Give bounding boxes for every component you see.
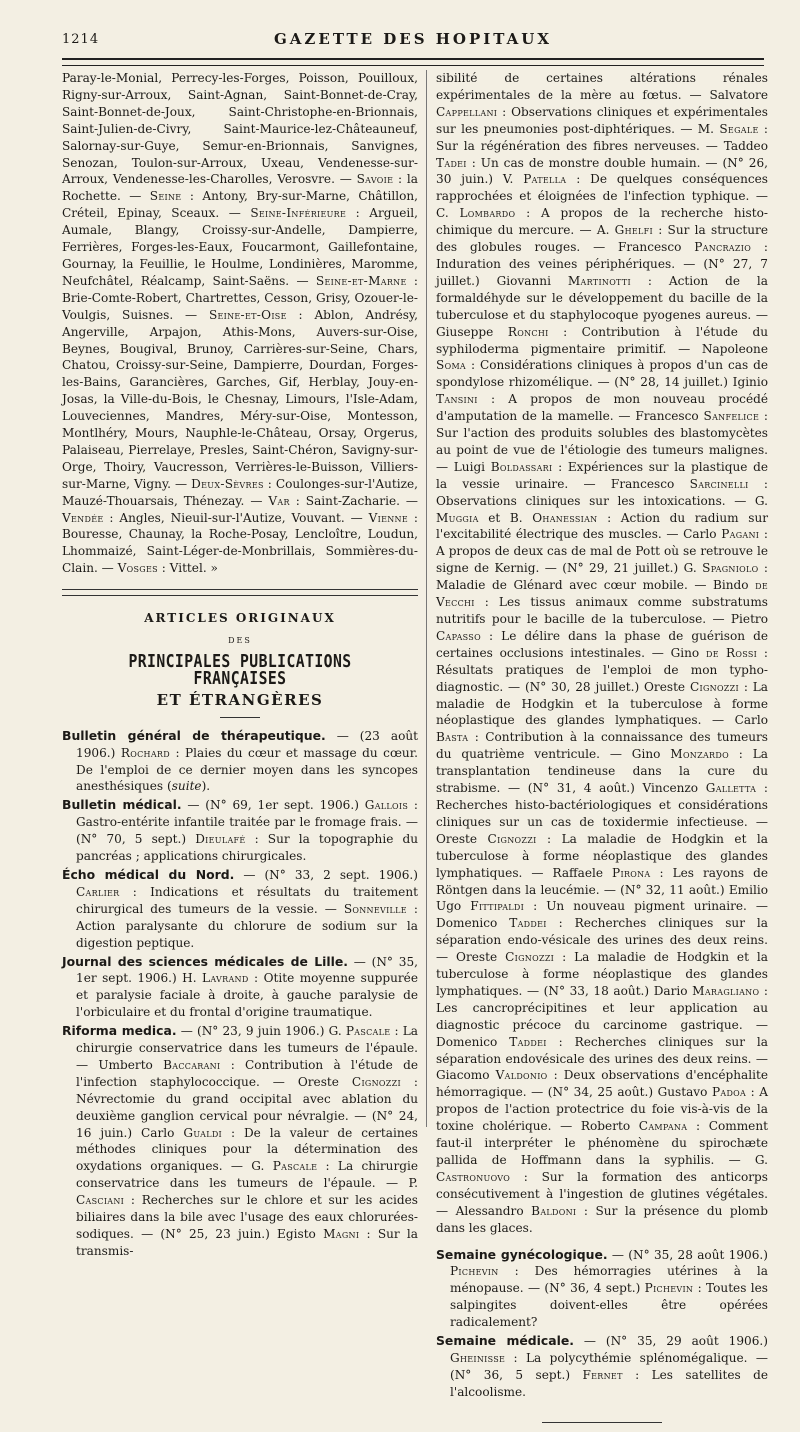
- author-name: Maragliano: [692, 983, 760, 998]
- author-name: Fittipaldi: [470, 899, 525, 914]
- text-run: : La maladie de Hodgkin et la tuberculose à forme néoplastique des glandes lymphatiques. — Raffaele: [436, 831, 768, 880]
- page-header: [62, 32, 764, 54]
- text-run: : Sur la structure des globules rouges. — Francesco: [436, 223, 768, 255]
- end-ornament: [436, 1415, 768, 1432]
- author-name: Lombardo: [459, 206, 516, 221]
- author-name: de Rossi: [706, 645, 758, 660]
- author-name: Castronuovo: [436, 1169, 511, 1184]
- text-run: : Les cancroprécipitines et leur application au diagnostic précoce du carcinome gastrique. — Domenico: [436, 983, 768, 1049]
- text-run: : Observations cliniques et expérimentales sur les pneumonies post-diphtériques. — M.: [436, 104, 768, 136]
- riforma-continuation: [436, 70, 768, 1237]
- text-run: : Contribution à l'étude de l'infection staphylococcique. — Oreste: [76, 1057, 418, 1089]
- author-name: Vienne: [368, 510, 408, 525]
- section-separator: [62, 589, 418, 596]
- author-name: Cignozzi: [689, 679, 739, 694]
- section-heading-line3: PRINCIPALES PUBLICATIONS FRANÇAISES: [128, 651, 352, 689]
- text-run: Paray-le-Monial, Perrecy-les-Forges, Poisson, Pouilloux, Rigny-sur-Arroux, Saint-Agnan, Saint-Bonnet-de-Cray, Saint-Bonnet-de-Joux, Saint-Christophe-en-Brionnais, Saint-Julien-de-Civry, Saint-Maurice-lez-Châteauneuf, Salornay-sur-Guye, Semur-en-Brionnais, Sanvignes, Senozan, Toulon-sur-Arroux, Uxeau, Vendenesse-sur-Arroux, Vendenesse-les-Charolles, Verosvre. —: [62, 71, 418, 187]
- author-name: Segale: [719, 121, 759, 136]
- author-name: Cignozzi: [351, 1074, 401, 1089]
- section-heading: [62, 610, 418, 709]
- text-run: : Résultats pratiques de l'emploi de mon typho-diagnostic. — (N° 30, 28 juillet.) Oreste: [436, 645, 768, 694]
- text-run: : Sur la topographie du pancréas ; applications chirurgicales.: [76, 832, 418, 864]
- bibliography-entry: [436, 1333, 768, 1401]
- text-run: : Comment faut-il interpréter le phénomène du spirochæte pallida de Hoffmann dans la syphilis. — G.: [436, 1119, 768, 1167]
- text-run: : La maladie de Hodgkin et la tuberculose à forme néoplastique des glandes lymphatiques. — Carlo: [436, 679, 768, 728]
- author-name: Boldassari: [490, 459, 553, 474]
- text-run: : Antony, Bry-sur-Marne, Châtillon, Créteil, Epinay, Sceaux. —: [62, 189, 419, 221]
- text-run: : Recherches cliniques sur la séparation endo-vésicale des urines des deux reins. — Oreste: [436, 916, 768, 965]
- text-run: : Argueil, Aumale, Blangy, Croissy-sur-Andelle, Dampierre, Ferrières, Forges-les-Eaux, Foucarmont, Gaillefontaine, Gournay, la Feuillie, le Houlme, Londinières, Maromme, Neufchâtel, Réalcamp, Saint-Saëns. —: [62, 206, 418, 288]
- text-run: — (23 août 1906.): [76, 728, 418, 760]
- author-name: Dieulafé: [195, 832, 246, 847]
- author-name: Ronchi: [507, 324, 549, 339]
- text-run: — (N° 69, 1er sept. 1906.): [181, 798, 365, 813]
- author-name: Savoie: [356, 172, 394, 187]
- text-run: : A propos de deux cas de mal de Pott où se retrouve le signe de Kernig. — (N° 29, 21 juillet.) G.: [436, 527, 768, 576]
- bibliography-entry: [62, 867, 418, 952]
- text-run: : La transplantation tendineuse dans la cure du strabisme. — (N° 31, 4 août.) Vincenzo: [436, 747, 768, 796]
- text-run: : De la valeur de certaines méthodes cliniques pour la détermination des oxydations organiques. — G.: [76, 1125, 418, 1174]
- text-run: : Recherches histo-bactériologiques et considérations cliniques sur un cas de toxidermie infectieuse. — Oreste: [436, 781, 768, 846]
- author-name: Pascale: [272, 1159, 318, 1174]
- text-run: : A propos de l'action protectrice du foie vis-à-vis de la toxine cholérique. — Roberto: [436, 1085, 769, 1134]
- journal-name: Riforma medica.: [62, 1023, 177, 1039]
- journal-name: Bulletin général de thérapeutique.: [62, 727, 326, 743]
- text-run: : Un cas de monstre double humain. — (N° 26, 30 juin.) V.: [436, 155, 768, 187]
- journal-name: Journal des sciences médicales de Lille.: [62, 953, 348, 969]
- text-run: : A propos de mon nouveau procédé d'amputation de la mamelle. — Francesco: [436, 392, 768, 424]
- text-run: : Gastro-entérite infantile traitée par le fromage frais. — (N° 70, 5 sept.): [76, 798, 419, 847]
- author-name: Baccarani: [163, 1057, 221, 1072]
- text-run: et B.: [478, 510, 533, 525]
- author-name: Seine-Inférieure: [250, 206, 347, 221]
- text-run: : Indications et résultats du traitement chirurgical des tumeurs de la vessie. —: [76, 884, 418, 916]
- text-run: : Induration des veines périphériques. — (N° 27, 7 juillet.) Giovanni: [436, 240, 768, 288]
- author-name: Seine-et-Marne: [315, 273, 407, 288]
- text-run: : Recherches sur le chlore et sur les acides biliaires dans la bile avec l'usage des eaux chlorurées-sodiques. — (N° 25, 23 juin.) Egisto: [76, 1193, 418, 1241]
- text-run: : Action paralysante du chlorure de sodium sur la digestion peptique.: [76, 901, 418, 950]
- text-run: : La chirurgie conservatrice dans les tumeurs de l'épaule. — P.: [76, 1159, 419, 1191]
- header-rule: [62, 58, 764, 66]
- text-run: sibilité de certaines altérations rénales expérimentales de la mère au fœtus. — Salvatore: [436, 71, 768, 102]
- text-run: : Considérations cliniques à propos d'un cas de spondylose rhizomélique. — (N° 28, 14 juillet.) Iginio: [436, 358, 768, 390]
- author-name: Ghelfi: [614, 223, 653, 238]
- text-run: : Action de la formaldéhyde sur le développement du bacille de la tuberculose et du staphylocoque pyogenes aureus. — Giuseppe: [436, 273, 768, 339]
- text-run: : Névrectomie du grand occipital avec ablation du deuxième ganglion cervical pour névralgie. — (N° 24, 16 juin.) Carlo: [76, 1074, 419, 1140]
- author-name: Basta: [436, 730, 469, 745]
- text-run: : la Rochette. —: [62, 172, 418, 204]
- author-name: Cignozzi: [505, 950, 555, 965]
- left-column: [62, 70, 419, 1258]
- journal-title: GAZETTE DES HOPITAUX: [273, 30, 552, 48]
- author-name: Seine: [149, 189, 182, 204]
- author-name: Patella: [523, 172, 567, 187]
- text-run: — (N° 35, 28 août 1906.): [607, 1247, 768, 1262]
- text-run: : Bouresse, Chaunay, la Roche-Posay, Lencloître, Loudun, Lhommaizé, Saint-Léger-de-Monbrillais, Sommières-du-Clain. —: [62, 510, 418, 576]
- text-run: : Maladie de Glénard avec cœur mobile. — Bindo: [436, 561, 769, 593]
- author-name: Pirona: [612, 865, 651, 880]
- text-run: — (N° 35, 29 août 1906.): [573, 1334, 768, 1349]
- text-run: : Un nouveau pigment urinaire. — Domenico: [436, 899, 768, 931]
- text-run: : La maladie de Hodgkin et la tuberculose à forme néoplastique des glandes lymphatiques. — (N° 33, 18 août.) Dario: [436, 950, 768, 998]
- journal-name: Écho médical du Nord.: [62, 866, 235, 882]
- author-name: Martinotti: [567, 273, 631, 288]
- author-name: Taddei: [509, 1034, 547, 1049]
- author-name: Casciani: [76, 1193, 125, 1208]
- text-run: : Contribution à l'étude du syphiloderma pigmentaire primitif. — Napoleone: [436, 324, 768, 356]
- text-run: : Des hémorragies utérines à la ménopause. — (N° 36, 4 sept.): [450, 1264, 768, 1296]
- author-name: Taddei: [509, 916, 547, 931]
- author-name: Valdonio: [495, 1068, 548, 1083]
- section-heading-line2: DES: [228, 636, 252, 646]
- author-name: Monzardo: [670, 747, 729, 762]
- text-run: : Coulonges-sur-l'Autize, Mauzé-Thouarsais, Thénezay. —: [62, 476, 418, 508]
- author-name: Magni: [323, 1227, 360, 1241]
- author-name: Muggia: [436, 510, 479, 525]
- author-name: Carlier: [76, 884, 120, 899]
- text-run: : Contribution à la connaissance des tumeurs du quatrième ventricule. — Gino: [436, 730, 768, 762]
- bibliography-entry: [62, 954, 418, 1022]
- author-name: Pagani: [721, 527, 760, 542]
- bibliography-entry: [62, 728, 418, 796]
- bibliography-entry: [62, 1023, 418, 1260]
- author-name: Sanfelice: [703, 409, 760, 424]
- place-list-continuation: [62, 70, 418, 577]
- short-rule: [220, 717, 260, 718]
- bibliography-entry: [436, 1247, 768, 1332]
- left-entries: [62, 728, 418, 1260]
- text-run: : Sur la transmis-: [76, 1227, 418, 1258]
- text-run: : Sur la régénération des fibres nerveuses. — Taddeo: [436, 121, 769, 153]
- column-divider: [426, 70, 427, 1127]
- journal-name: Semaine médicale.: [436, 1333, 574, 1349]
- author-name: Pichevin: [644, 1281, 694, 1296]
- journal-name: Bulletin médical.: [62, 797, 182, 813]
- author-name: Capasso: [436, 628, 481, 643]
- text-run: — (N° 35, 1er sept. 1906.) H.: [76, 954, 418, 986]
- text-run: : Sur la formation des anticorps consécutivement à l'ingestion de glutines végétales. — Alessandro: [436, 1169, 768, 1218]
- text-run: : Sur l'action des produits solubles des blastomycètes au point de vue de l'étiologie des tumeurs malignes. — Luigi: [436, 409, 768, 474]
- text-run: : Observations cliniques sur les intoxications. — G.: [436, 476, 768, 508]
- author-name: Campana: [638, 1119, 688, 1134]
- author-name: Sarcinelli: [689, 476, 749, 491]
- author-name: Pichevin: [450, 1264, 499, 1279]
- text-run: : Le délire dans la phase de guérison de certaines occlusions intestinales. — Gino: [436, 628, 768, 660]
- bibliography-entry: [62, 797, 418, 865]
- text-run: : Toutes les salpingites doivent-elles être opérées radicalement?: [450, 1281, 768, 1330]
- text-run: : Brie-Comte-Robert, Chartrettes, Cesson, Grisy, Ozouer-le-Voulgis, Suisnes. —: [62, 273, 418, 322]
- author-name: Baldoni: [531, 1203, 577, 1218]
- text-run: : Les tissus animaux comme substratums nutritifs pour le bacille de la tuberculose. — Pietro: [436, 595, 768, 626]
- text-run: — (N° 23, 9 juin 1906.) G.: [176, 1024, 346, 1039]
- author-name: Soma: [436, 358, 467, 373]
- author-name: Var: [268, 493, 290, 508]
- author-name: Vendée: [62, 510, 104, 525]
- author-name: Tadei: [436, 155, 467, 170]
- author-name: Seine-et-Oise: [208, 307, 287, 322]
- text-run: : Plaies du cœur et massage du cœur. De l'emploi de ce dernier moyen dans les syncopes anesthésiques (: [76, 745, 418, 794]
- text-run: : Vittel. »: [157, 561, 218, 576]
- right-entries: [436, 1247, 768, 1401]
- author-name: Ohanessian: [532, 510, 598, 525]
- text-run: : De quelques conséquences rapprochées et éloignées de l'infection typhique. — C.: [436, 172, 768, 221]
- author-name: Vosges: [117, 561, 158, 576]
- author-name: Cappellani: [436, 104, 498, 119]
- text-run: : La chirurgie conservatrice dans les tumeurs de l'épaule. — Umberto: [76, 1024, 419, 1072]
- author-name: Gualdi: [183, 1125, 222, 1140]
- right-column: [436, 70, 769, 1399]
- author-name: Galletta: [705, 781, 757, 796]
- text-run: : A propos de la recherche histo-chimique du mercure. — A.: [436, 206, 768, 238]
- author-name: Pancrazio: [694, 240, 752, 255]
- text-run: : La polycythémie splénomégalique. — (N° 36, 5 sept.): [450, 1350, 768, 1382]
- author-name: Tansini: [436, 392, 478, 407]
- author-name: Deux-Sèvres: [191, 476, 264, 491]
- page-number: 1214: [62, 32, 100, 47]
- author-name: de Vecchi: [436, 578, 768, 610]
- author-name: Spagniolo: [702, 561, 759, 576]
- text-run: : Otite moyenne suppurée et paralysie faciale à droite, à gauche paralysie de l'orbiculaire et du frontal d'origine traumatique.: [76, 971, 418, 1020]
- text-run: : Les rayons de Röntgen dans la leucémie. — (N° 32, 11 août.) Emilio Ugo: [436, 865, 768, 914]
- text-run: : Saint-Zacharie. —: [289, 493, 418, 508]
- author-name: Pascale: [345, 1024, 391, 1039]
- author-name: Padoa: [711, 1085, 747, 1100]
- section-heading-line4: ET ÉTRANGÈRES: [156, 690, 324, 709]
- text-run: : Action du radium sur l'excitabilité électrique des muscles. — Carlo: [436, 510, 769, 542]
- author-name: Rochard: [120, 745, 170, 760]
- text-run: — (N° 33, 2 sept. 1906.): [234, 867, 418, 882]
- text-run: : Angles, Nieuil-sur-l'Autize, Vouvant. —: [103, 510, 369, 525]
- text-run: : Les satellites de l'alcoolisme.: [450, 1367, 768, 1399]
- author-name: Cignozzi: [487, 831, 537, 846]
- text-run: : Recherches cliniques sur la séparation endovésicale des urines des deux reins. — Giacomo: [436, 1034, 768, 1083]
- author-name: Gheinisse: [450, 1350, 506, 1365]
- text-run: ).: [201, 779, 211, 794]
- author-name: Sonneville: [343, 901, 407, 916]
- author-name: Fernet: [582, 1367, 623, 1382]
- text-run: : Ablon, Andrésy, Angerville, Arpajon, Athis-Mons, Auvers-sur-Oise, Beynes, Bougival, Brunoy, Carrières-sur-Seine, Chars, Chatou, Croissy-sur-Seine, Dampierre, Dourdan, Forges-les-Bains, Garancières, Garches, Gif, Herblay, Jouy-en-Josas, la Ville-du-Bois, le Chesnay, Limours, l'Isle-Adam, Louveciennes, Mandres, Méry-sur-Oise, Montesson, Montlhéry, Mours, Nauphle-le-Château, Orsay, Orgerus, Palaiseau, Pierrelaye, Presles, Saint-Chéron, Savigny-sur-Orge, Thoiry, Vaucresson, Verrières-le-Buisson, Villiers-sur-Marne, Vigny. —: [62, 307, 418, 491]
- text-run: : Deux observations d'encéphalite hémorragique. — (N° 34, 25 août.) Gustavo: [436, 1068, 768, 1100]
- author-name: Lavrand: [202, 971, 249, 986]
- italic-text: suite: [171, 779, 202, 794]
- text-run: : Sur la présence du plomb dans les glaces.: [436, 1203, 769, 1235]
- journal-name: Semaine gynécologique.: [436, 1246, 608, 1262]
- text-run: : Expériences sur la plastique de la vessie urinaire. — Francesco: [436, 459, 768, 491]
- section-heading-line1: ARTICLES ORIGINAUX: [144, 611, 336, 626]
- author-name: Gallois: [364, 798, 409, 813]
